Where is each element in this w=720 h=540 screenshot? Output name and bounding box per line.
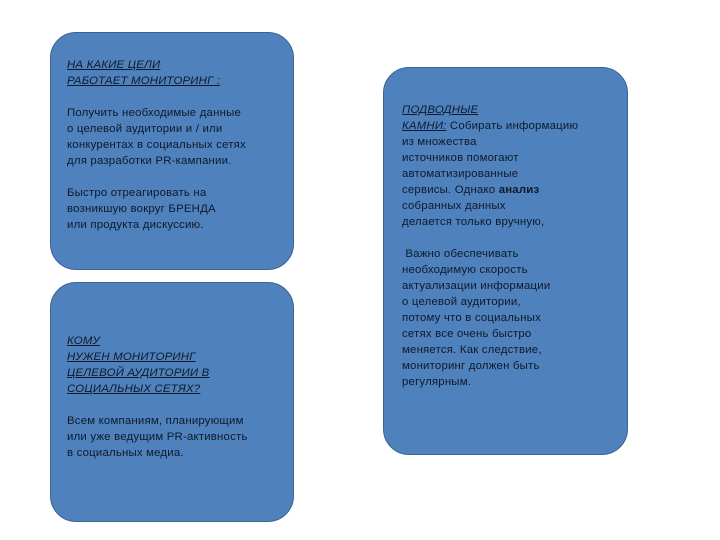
pitfalls-card [383, 67, 628, 455]
goals-card [50, 32, 294, 270]
who-card [50, 282, 294, 522]
goals-heading: НА КАКИЕ ЦЕЛИ РАБОТАЕТ МОНИТОРИНГ : [67, 59, 221, 87]
goals-paragraph-2: Быстро отреагировать на возникшую вокруг БРЕНДА или продукта дискуссию. [67, 187, 216, 231]
pitfalls-paragraph-2: Важно обеспечивать необходимую скорость актуализации информации о целевой аудитории, потому что в социальных сетях все очень быстро меняется. Как следствие, мониторинг должен быть регулярным. [402, 248, 551, 388]
goals-paragraph-1: Получить необходимые данные о целевой аудитории и / или конкурентах в социальных сетях для разработки PR-кампании. [67, 107, 246, 167]
who-heading: КОМУ НУЖЕН МОНИТОРИНГ ЦЕЛЕВОЙ АУДИТОРИИ В СОЦИАЛЬНЫХ СЕТЯХ? [67, 335, 210, 395]
pitfalls-paragraph-1: ПОДВОДНЫЕ КАМНИ: Собирать информацию из множества источников помогают автоматизированные сервисы. Однако анализ собранных данных делается только вручную, [402, 104, 579, 228]
pitfalls-heading-2: КАМНИ: [402, 120, 447, 132]
analysis-emphasis: анализ [498, 184, 540, 196]
who-paragraph-1: Всем компаниям, планирующим или уже ведущим PR-активность в социальных медиа. [67, 415, 248, 459]
